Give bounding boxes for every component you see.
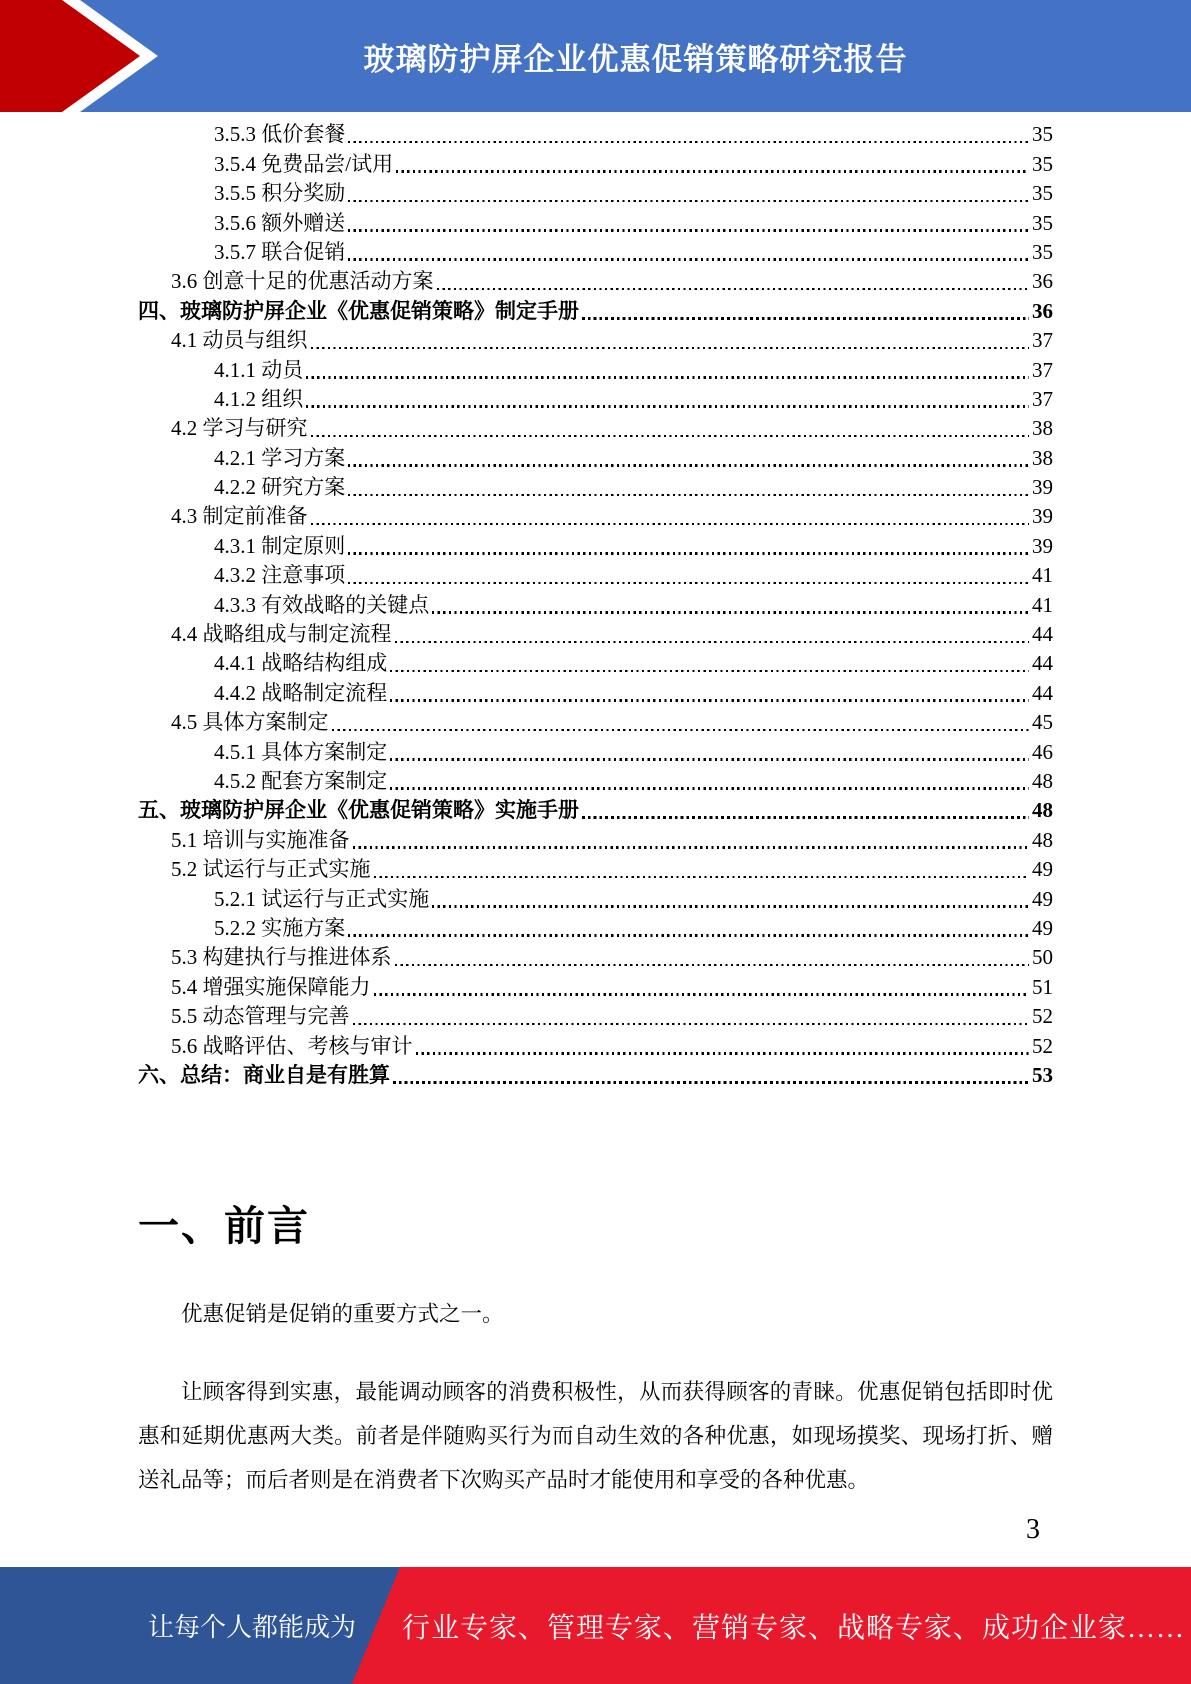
toc-dot-leader (432, 905, 1029, 908)
toc-entry[interactable] (138, 677, 1053, 706)
toc-entry-label: 4.4 战略组成与制定流程 (171, 622, 392, 647)
toc-entry[interactable] (138, 942, 1053, 971)
toc-dot-leader (390, 699, 1029, 702)
toc-entry[interactable] (138, 266, 1053, 295)
toc-entry-label: 4.1.1 动员 (214, 357, 304, 382)
toc-entry-label: 3.5.4 免费品尝/试用 (214, 151, 394, 176)
toc-entry-label: 五、玻璃防护屏企业《优惠促销策略》实施手册 (138, 798, 579, 823)
toc-entry-page: 35 (1032, 181, 1053, 206)
toc-dot-leader (374, 993, 1030, 996)
toc-entry-page: 44 (1032, 622, 1053, 647)
toc-entry-label: 3.5.7 联合促销 (214, 239, 346, 264)
toc-entry-label: 4.3.2 注意事项 (214, 563, 346, 588)
toc-entry-label: 3.5.3 低价套餐 (214, 122, 346, 147)
report-title: 玻璃防护屏企业优惠促销策略研究报告 (363, 41, 908, 77)
toc-dot-leader (348, 258, 1029, 261)
toc-dot-leader (353, 1023, 1030, 1026)
toc-dot-leader (306, 376, 1029, 379)
toc-entry-label: 4.3.1 制定原则 (214, 533, 346, 558)
toc-entry-page: 50 (1032, 945, 1053, 970)
toc-entry-page: 37 (1032, 386, 1053, 411)
toc-entry-page: 52 (1032, 1033, 1053, 1058)
footer-banner (0, 1567, 1191, 1684)
toc-entry-page: 41 (1032, 563, 1053, 588)
toc-entry[interactable] (138, 384, 1053, 413)
toc-entry-label: 4.2.1 学习方案 (214, 445, 346, 470)
toc-entry[interactable] (138, 178, 1053, 207)
toc-entry-page: 38 (1032, 445, 1053, 470)
toc-entry-label: 5.2 试运行与正式实施 (171, 857, 371, 882)
toc-entry-page: 53 (1032, 1062, 1053, 1087)
toc-entry[interactable] (138, 971, 1053, 1000)
toc-dot-leader (348, 200, 1029, 203)
toc-entry-page: 36 (1032, 269, 1053, 294)
toc-entry[interactable] (138, 707, 1053, 736)
toc-entry-page: 46 (1032, 739, 1053, 764)
toc-entry[interactable] (138, 119, 1053, 148)
toc-entry[interactable] (138, 442, 1053, 471)
toc-dot-leader (396, 170, 1029, 173)
header-banner (0, 0, 1191, 112)
toc-dot-leader (395, 641, 1030, 644)
toc-entry-page: 45 (1032, 710, 1053, 735)
toc-entry-page: 52 (1032, 1004, 1053, 1029)
toc-dot-leader (348, 141, 1029, 144)
table-of-contents (138, 119, 1053, 1089)
toc-entry-label: 4.1 动员与组织 (171, 328, 308, 353)
toc-entry-page: 49 (1032, 857, 1053, 882)
toc-dot-leader (416, 1052, 1030, 1055)
toc-entry-label: 5.2.1 试运行与正式实施 (214, 886, 430, 911)
toc-entry-label: 4.2.2 研究方案 (214, 475, 346, 500)
toc-entry[interactable] (138, 148, 1053, 177)
toc-entry-page: 48 (1032, 798, 1053, 823)
toc-entry[interactable] (138, 413, 1053, 442)
toc-entry-page: 49 (1032, 915, 1053, 940)
toc-dot-leader (582, 317, 1029, 320)
toc-dot-leader (348, 464, 1029, 467)
toc-dot-leader (395, 964, 1030, 967)
toc-entry-page: 48 (1032, 768, 1053, 793)
toc-dot-leader (348, 582, 1029, 585)
toc-dot-leader (582, 816, 1029, 819)
toc-entry-page: 38 (1032, 416, 1053, 441)
toc-entry-page: 44 (1032, 651, 1053, 676)
toc-entry-label: 3.5.6 额外赠送 (214, 210, 346, 235)
toc-entry-page: 37 (1032, 328, 1053, 353)
section-heading: 一、前言 (138, 1203, 310, 1249)
toc-entry-label: 5.2.2 实施方案 (214, 915, 346, 940)
toc-entry[interactable] (138, 854, 1053, 883)
toc-dot-leader (390, 787, 1029, 790)
toc-dot-leader (348, 552, 1029, 555)
toc-entry-label: 4.4.2 战略制定流程 (214, 680, 388, 705)
toc-dot-leader (348, 494, 1029, 497)
toc-dot-leader (437, 288, 1030, 291)
toc-entry[interactable] (138, 560, 1053, 589)
toc-entry-label: 4.2 学习与研究 (171, 416, 308, 441)
footer-slogan-left: 让每个人都能成为 (148, 1613, 357, 1642)
toc-entry[interactable] (138, 472, 1053, 501)
toc-entry-label: 5.3 构建执行与推进体系 (171, 945, 392, 970)
toc-entry-label: 4.3 制定前准备 (171, 504, 308, 529)
toc-entry-page: 35 (1032, 239, 1053, 264)
toc-dot-leader (390, 758, 1029, 761)
toc-entry[interactable] (138, 883, 1053, 912)
toc-entry-page: 35 (1032, 210, 1053, 235)
toc-entry-label: 3.6 创意十足的优惠活动方案 (171, 269, 434, 294)
toc-entry-label: 4.5.2 配套方案制定 (214, 768, 388, 793)
toc-entry-page: 48 (1032, 827, 1053, 852)
toc-entry[interactable] (138, 325, 1053, 354)
toc-entry[interactable] (138, 736, 1053, 765)
toc-dot-leader (348, 229, 1029, 232)
toc-entry-page: 36 (1032, 298, 1053, 323)
toc-entry[interactable] (138, 589, 1053, 618)
toc-entry-label: 4.5.1 具体方案制定 (214, 739, 388, 764)
toc-entry[interactable] (138, 619, 1053, 648)
toc-entry-page: 35 (1032, 122, 1053, 147)
toc-entry-page: 39 (1032, 475, 1053, 500)
toc-entry-page: 39 (1032, 533, 1053, 558)
toc-entry-label: 六、总结：商业自是有胜算 (138, 1062, 390, 1087)
toc-dot-leader (432, 611, 1029, 614)
toc-dot-leader (332, 729, 1030, 732)
toc-entry-page: 37 (1032, 357, 1053, 382)
toc-entry-label: 5.6 战略评估、考核与审计 (171, 1033, 413, 1058)
page-number: 3 (1026, 1514, 1040, 1545)
toc-dot-leader (311, 435, 1030, 438)
toc-dot-leader (306, 405, 1029, 408)
toc-entry-label: 5.5 动态管理与完善 (171, 1004, 350, 1029)
toc-entry[interactable] (138, 648, 1053, 677)
toc-entry-page: 35 (1032, 151, 1053, 176)
toc-entry[interactable] (138, 530, 1053, 559)
toc-dot-leader (311, 523, 1030, 526)
toc-dot-leader (374, 876, 1030, 879)
toc-entry-page: 44 (1032, 680, 1053, 705)
toc-entry-label: 四、玻璃防护屏企业《优惠促销策略》制定手册 (138, 298, 579, 323)
toc-entry[interactable] (138, 207, 1053, 236)
toc-entry-label: 3.5.5 积分奖励 (214, 181, 346, 206)
toc-entry[interactable] (138, 1030, 1053, 1059)
toc-entry-page: 41 (1032, 592, 1053, 617)
toc-dot-leader (390, 670, 1029, 673)
toc-entry-page: 49 (1032, 886, 1053, 911)
footer-slogan-right: 行业专家、管理专家、营销专家、战略专家、成功企业家…… (402, 1612, 1186, 1644)
toc-entry-label: 5.4 增强实施保障能力 (171, 974, 371, 999)
toc-dot-leader (348, 934, 1029, 937)
toc-entry[interactable] (138, 766, 1053, 795)
toc-dot-leader (393, 1081, 1029, 1084)
toc-entry-label: 4.5 具体方案制定 (171, 710, 329, 735)
toc-entry[interactable] (138, 354, 1053, 383)
toc-entry-label: 4.4.1 战略结构组成 (214, 651, 388, 676)
toc-entry-page: 51 (1032, 974, 1053, 999)
toc-entry[interactable] (138, 501, 1053, 530)
toc-entry[interactable] (138, 795, 1053, 824)
toc-entry[interactable] (138, 824, 1053, 853)
toc-dot-leader (353, 846, 1030, 849)
toc-entry[interactable] (138, 913, 1053, 942)
toc-entry-page: 39 (1032, 504, 1053, 529)
toc-dot-leader (311, 347, 1030, 350)
toc-entry[interactable] (138, 295, 1053, 324)
body-paragraph-1: 优惠促销是促销的重要方式之一。 (181, 1302, 504, 1326)
toc-entry-label: 5.1 培训与实施准备 (171, 827, 350, 852)
toc-entry-label: 4.3.3 有效战略的关键点 (214, 592, 430, 617)
toc-entry[interactable] (138, 1060, 1053, 1089)
toc-entry[interactable] (138, 237, 1053, 266)
toc-entry-label: 4.1.2 组织 (214, 386, 304, 411)
toc-entry[interactable] (138, 1001, 1053, 1030)
body-paragraph-2: 让顾客得到实惠，最能调动顾客的消费积极性，从而获得顾客的青睐。优惠促销包括即时优惠和延期优惠两大类。前者是伴随购买行为而自动生效的各种优惠，如现场摸奖、现场打折、赠送礼品等；而后者则是在消费者下次购买产品时才能使用和享受的各种优惠。 (138, 1380, 1053, 1492)
